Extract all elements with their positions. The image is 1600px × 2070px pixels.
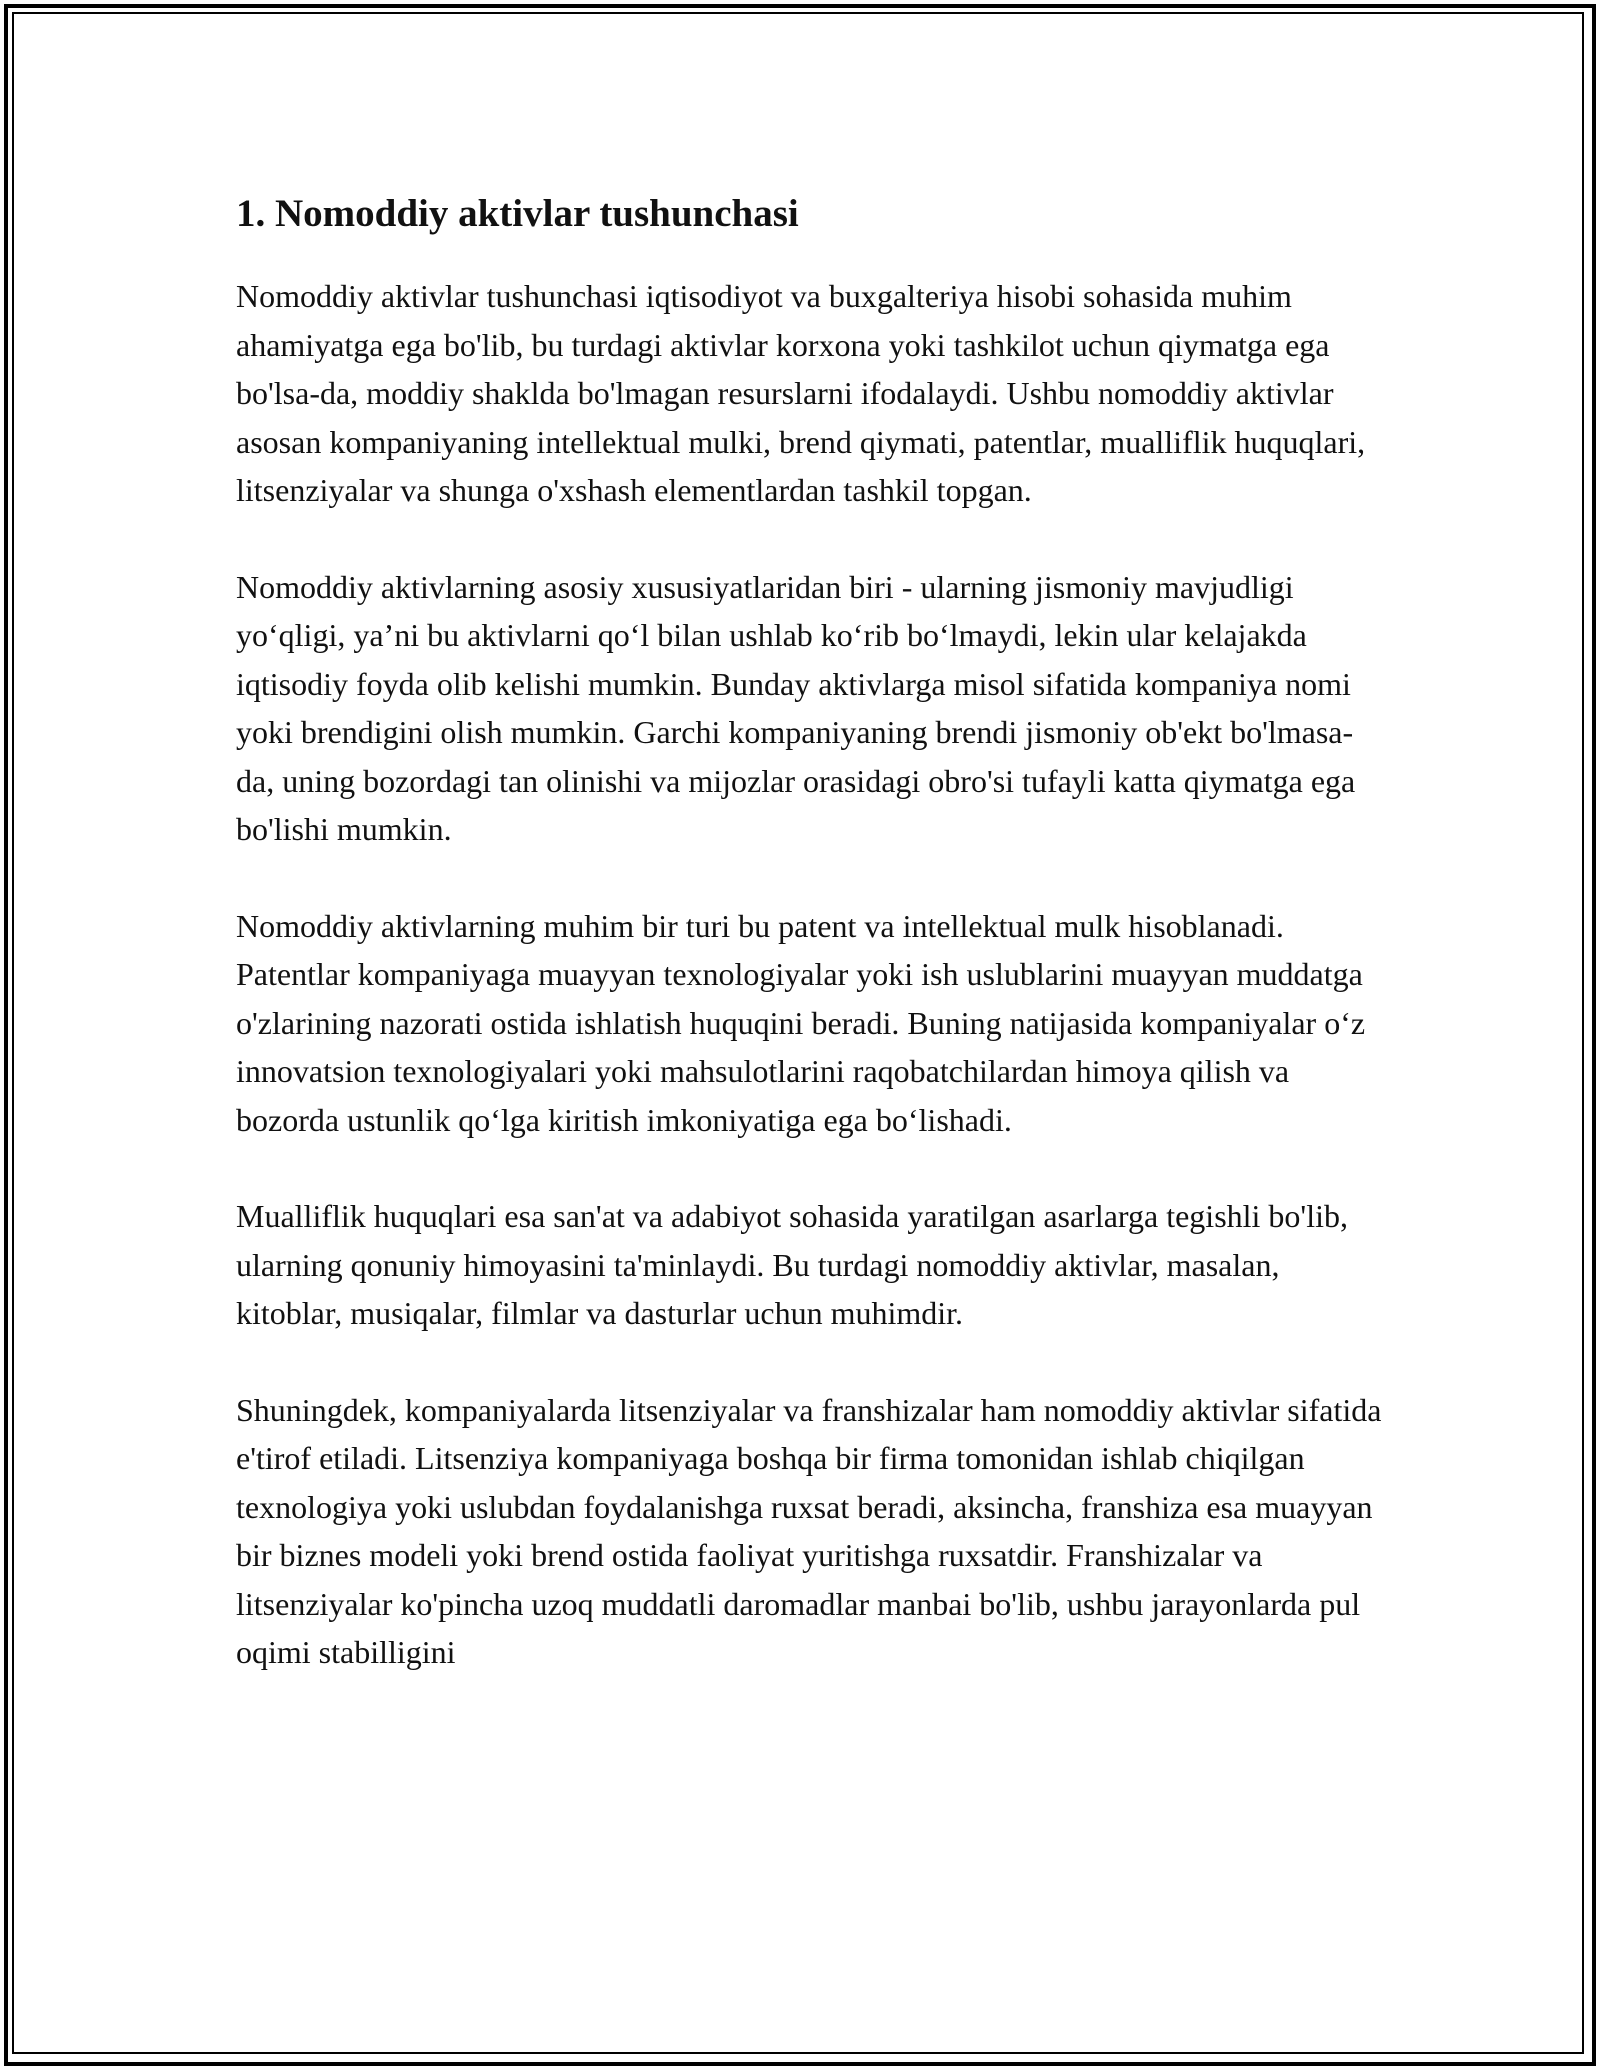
document-body: [236, 186, 1386, 1725]
paragraph-5: Shuningdek, kompaniyalarda litsenziyalar va franshizalar ham nomoddiy aktivlar sifatida e'tirof etiladi. Litsenziya kompaniyaga boshqa bir firma tomonidan ishlab chiqilgan texnologiya yoki uslubdan foydalanishga ruxsat beradi, aksincha, franshiza esa muayyan bir biznes modeli yoki brend ostida faoliyat yuritishga ruxsatdir. Franshizalar va litsenziyalar ko'pincha uzoq muddatli daromadlar manbai bo'lib, ushbu jarayonlarda pul oqimi stabilligini: [236, 1391, 1382, 1670]
paragraph-3: Nomoddiy aktivlarning muhim bir turi bu patent va intellektual mulk hisoblanadi. Patentlar kompaniyaga muayyan texnologiyalar yoki ish uslublarini muayyan muddatga o'zlarining nazorati ostida ishlatish huquqini beradi. Buning natijasida kompaniyalar oʻz innovatsion texnologiyalari yoki mahsulotlarini raqobatchilardan himoya qilish va bozorda ustunlik qoʻlga kiritish imkoniyatiga ega boʻlishadi.: [236, 907, 1366, 1138]
section-title: 1. Nomoddiy aktivlar tushunchasi: [236, 192, 799, 235]
paragraph-2: Nomoddiy aktivlarning asosiy xususiyatlaridan biri - ularning jismoniy mavjudligi yoʻqligi, yaʼni bu aktivlarni qoʻl bilan ushlab koʻrib boʻlmaydi, lekin ular kelajakda iqtisodiy foyda olib kelishi mumkin. Bunday aktivlarga misol sifatida kompaniya nomi yoki brendigini olish mumkin. Garchi kompaniyaning brendi jismoniy ob'ekt bo'lmasa-da, uning bozordagi tan olinishi va mijozlar orasidagi obro'si tufayli katta qiymatga ega bo'lishi mumkin.: [236, 568, 1356, 847]
paragraph-4: Mualliflik huquqlari esa san'at va adabiyot sohasida yaratilgan asarlarga tegishli bo'lib, ularning qonuniy himoyasini ta'minlaydi. Bu turdagi nomoddiy aktivlar, masalan, kitoblar, musiqalar, filmlar va dasturlar uchun muhimdir.: [236, 1198, 1348, 1331]
paragraph-1: Nomoddiy aktivlar tushunchasi iqtisodiyot va buxgalteriya hisobi sohasida muhim ahamiyatga ega bo'lib, bu turdagi aktivlar korxona yoki tashkilot uchun qiymatga ega bo'lsa-da, moddiy shakldа bo'lmagan resurslarni ifodalaydi. Ushbu nomoddiy aktivlar asosan kompaniyaning intellektual mulki, brend qiymati, patentlar, mualliflik huquqlari, litsenziyalar va shunga o'xshash elementlardan tashkil topgan.: [236, 278, 1366, 508]
